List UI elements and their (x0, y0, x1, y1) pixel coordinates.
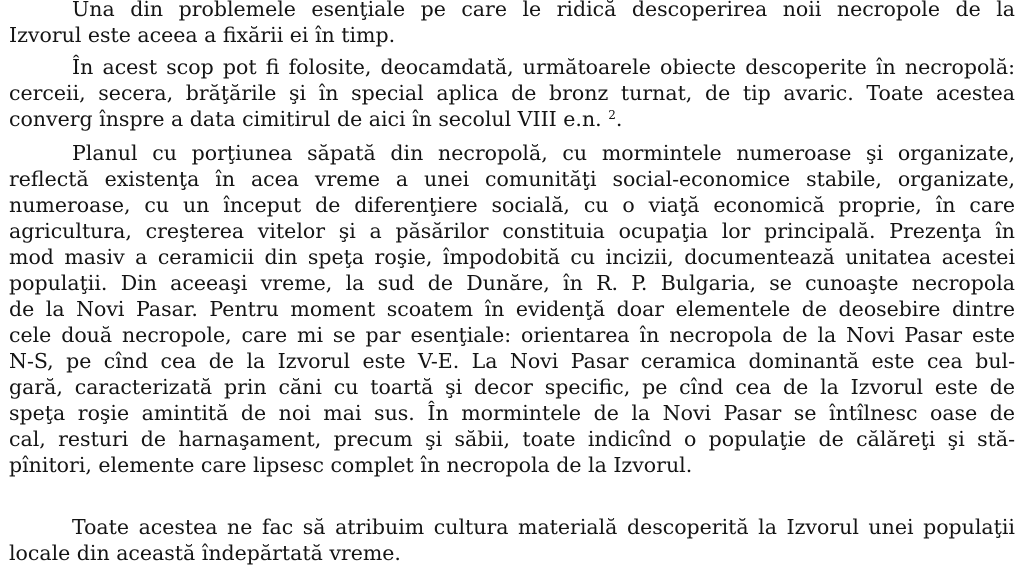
text-line: converg înspre a data cimitirul de aici în secolul VIII e.n. (9, 107, 602, 131)
text-line: În acest scop pot fi folosite, deocamdată, următoarele obiecte descoperite în necropolă: (72, 55, 1015, 79)
text-line: Planul cu porţiunea săpată din necropolă, cu mormintele numeroase şi organizate, (72, 141, 1015, 165)
text-line: reflectă existenţa în acea vreme a unei comunităţi social-economice stabile, organizate, (9, 167, 1015, 191)
text-line: cal, resturi de harnaşament, precum şi săbii, toate indicînd o populaţie de călăreţi şi stă- (9, 427, 1015, 451)
text-line: numeroase, cu un început de diferenţiere socială, cu o viaţă economică proprie, în care (9, 193, 1015, 217)
text-line: pînitori, elemente care lipsesc complet în necropola de la Izvorul. (9, 453, 693, 477)
text-line: N-S, pe cînd cea de la Izvorul este V-E. La Novi Pasar ceramica dominantă este cea bul- (9, 349, 1015, 373)
text-line: agricultura, creşterea vitelor şi a păsărilor constituia ocupaţia lor principală. Prezenţa în (9, 219, 1015, 243)
text-line: de la Novi Pasar. Pentru moment scoatem în evidenţă doar elementele de deosebire dintre (9, 297, 1015, 321)
text-line: cerceii, secera, brăţările şi în special aplica de bronz turnat, de tip avaric. Toate acestea (9, 81, 1015, 105)
text-line: cele două necropole, care mi se par esenţiale: orientarea în necropola de la Novi Pasar este (9, 323, 1015, 347)
text-line: Toate acestea ne fac să atribuim cultura materială descoperită la Izvorul unei populaţii (72, 515, 1015, 539)
text-line: speţa roşie amintită de noi mai sus. În mormintele de la Novi Pasar se întîlnesc oase de (9, 401, 1015, 425)
text-line: Izvorul este aceea a fixării ei în timp. (9, 23, 396, 47)
text-line: gară, caracterizată prin căni cu toartă şi decor specific, pe cînd cea de la Izvorul este de (9, 375, 1015, 399)
sentence-end: . (615, 107, 623, 131)
text-line-with-footnote (9, 106, 1015, 132)
text-line: populaţii. Din aceeaşi vreme, la sud de Dunăre, în R. P. Bulgaria, se cunoaşte necropola (9, 271, 1015, 295)
text-line: mod masiv a ceramicii din speţa roşie, împodobită cu incizii, documentează unitatea acestei (9, 245, 1015, 269)
footnote-reference[interactable]: 2 (608, 108, 616, 122)
text-line: Una din problemele esenţiale pe care le ridică descoperirea noii necropole de la (72, 0, 1015, 21)
text-line: locale din această îndepărtată vreme. (9, 541, 401, 565)
